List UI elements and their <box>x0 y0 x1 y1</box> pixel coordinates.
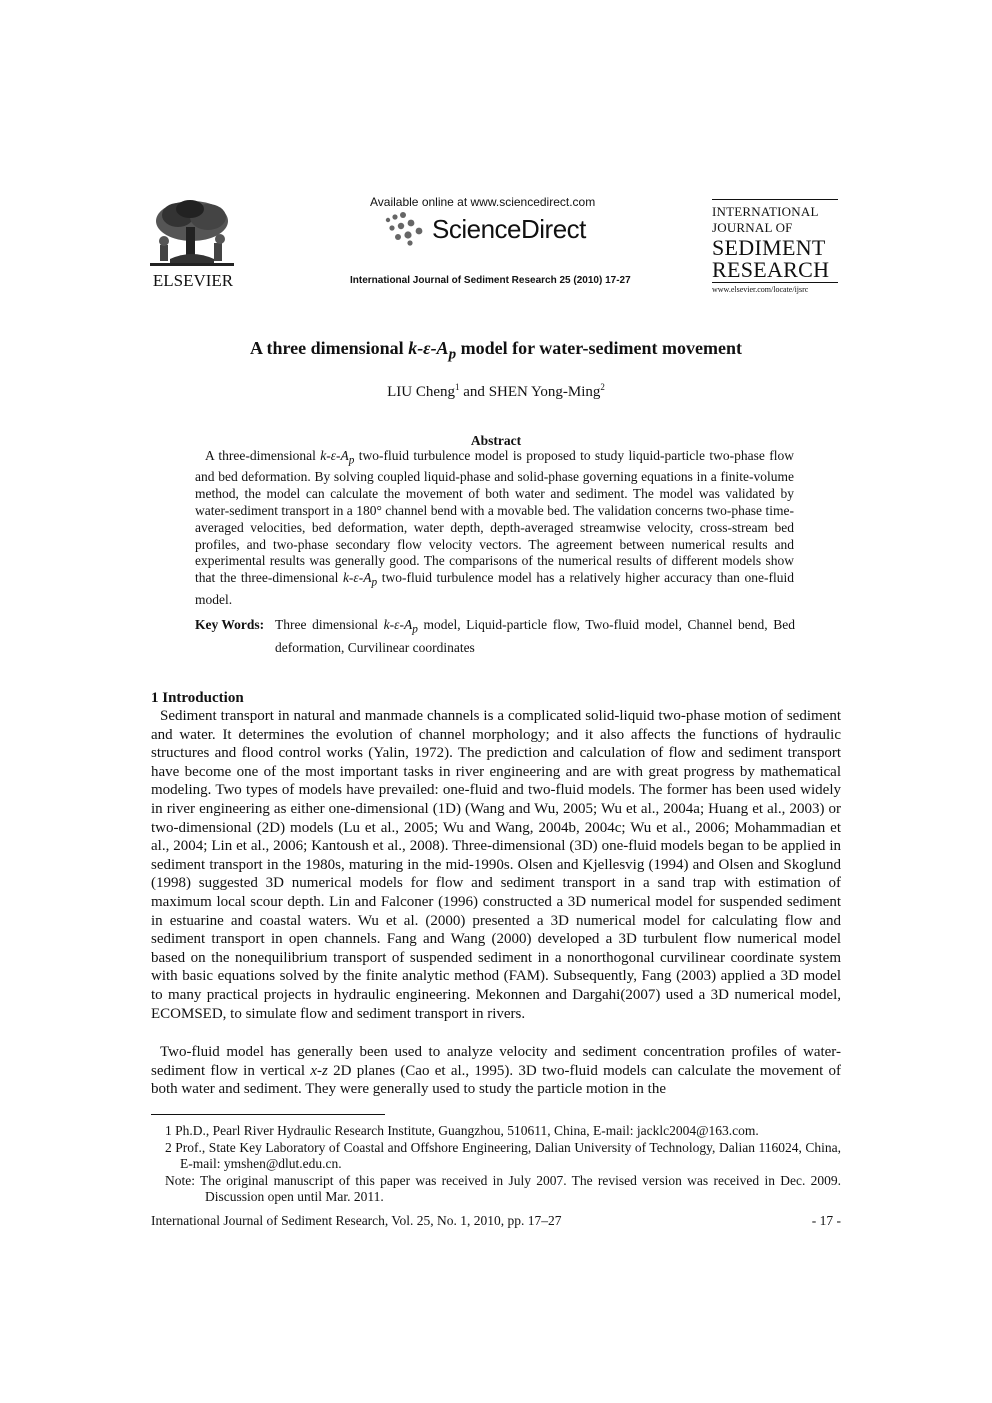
journal-logo <box>712 199 838 299</box>
paper-authors <box>0 377 992 402</box>
journal-logo-rule-top <box>712 199 838 200</box>
journal-logo-rule-bottom <box>712 282 838 283</box>
journal-logo-line1: INTERNATIONAL <box>712 204 819 219</box>
journal-logo-line3: SEDIMENT <box>712 235 826 260</box>
sciencedirect-wordmark: ScienceDirect <box>432 214 586 244</box>
title-suffix: model for water-sediment movement <box>456 338 742 358</box>
footnote-divider <box>151 1114 385 1115</box>
intro-paragraph-2: Two-fluid model has generally been used to analyze velocity and sediment concentration profiles of water-sediment flow in vertical x-z 2D planes (Cao et al., 1995). 3D two-fluid models can calculate the movement of both water and sediment. They were generally used to study the particle motion in the <box>151 1044 841 1098</box>
journal-logo-line2: JOURNAL OF <box>712 220 793 235</box>
title-prefix: A three dimensional <box>250 338 409 358</box>
author-2-affiliation: 2 <box>600 382 605 392</box>
footnote-note: Note: The original manuscript of this paper was received in July 2007. The revised version was received in Dec. 2009. Discussion open until Mar. 2011. <box>165 1173 841 1205</box>
abstract-heading: Abstract <box>470 433 522 448</box>
author-2: SHEN Yong-Ming <box>488 384 601 400</box>
sciencedirect-dots-icon <box>384 212 430 246</box>
keywords-label: Key Words: <box>195 617 265 632</box>
title-model: $k-\varepsilon-A_p$ <box>408 338 457 363</box>
journal-logo-line4: RESEARCH <box>712 257 830 282</box>
keywords-text: Three dimensional $k-\varepsilon-A_p$ model, Liquid-particle flow, Two-fluid model, Channel bend, Bed deformation, Curvilinear coordinates <box>275 617 795 655</box>
footnote-2: 2 Prof., State Key Laboratory of Coastal and Offshore Engineering, Dalian University of Technology, Dalian 116024, China, E-mail: ymshen@dlut.edu.cn. <box>165 1140 841 1172</box>
publisher-logo <box>150 197 236 291</box>
author-separator: and <box>459 384 489 400</box>
footnote-1: 1 Ph.D., Pearl River Hydraulic Research Institute, Guangzhou, 510611, China, E-mail: jacklc2004@163.com. <box>165 1123 759 1138</box>
abstract-text: A three-dimensional $k-\varepsilon-A_p$ two-fluid turbulence model is proposed to study liquid-particle two-phase flow and bed deformation. By solving coupled liquid-phase and solid-phase governing equations in a finite-volume method, the model can calculate the movement of both water and sediment. The model was validated by water-sediment transport in a 180° channel bend with a movable bed. The validation concerns two-phase time-averaged velocities, bed deformation, water depth, depth-averaged streamwise velocity, cross-stream bed profiles, and two-phase secondary flow velocity vectors. The agreement between numerical results and experimental results was generally good. The comparisons of the numerical results of different models show that the three-dimensional $k-\varepsilon-A_p$ two-fluid turbulence model has a relatively higher accuracy than one-fluid model. <box>195 448 794 607</box>
intro-paragraph-1: Sediment transport in natural and manmade channels is a complicated solid-liquid two-phase motion of sediment and water. It determines the evolution of channel morphology; and it also affects the functions of hydraulic structures and flood control works (Yalin, 1972). The prediction and calculation of flow and sediment transport have become one of the most important tasks in river engineering and are with great progress by mathematical modeling. Two types of models have prevailed: one-fluid and two-fluid models. The former has been used widely in river engineering as either one-dimensional (1D) (Wang and Wu, 2005; Wu et al., 2004a; Huang et al., 2003) or two-dimensional (2D) models (Lu et al., 2005; Wu and Wang, 2004b, 2004c; Wu et al., 2006; Mohammadian et al., 2004; Lin et al., 2006; Kantoush et al., 2008). Three-dimensional (3D) one-fluid models began to be applied in sediment transport in the 1980s, maturing in the mid-1990s. Olsen and Kjellesvig (1994) and Olsen and Skoglund (1998) suggested 3D numerical models for flow and sediment transport in a sand trap with estimation of maximum local scour depth. Lin and Falconer (1996) constructed a 3D numerical model for suspended sediment in estuarine and coastal waters. Wu et al. (2000) presented a 3D numerical model for calculating flow and sediment transport in open channels. Fang and Wang (2000) developed a 3D turbulent flow numerical model based on the nonequilibrium transport of suspended sediment in a nonorthogonal curvilinear coordinate system with basic equations solved by the finite analytic method (FAM). Subsequently, Fang (2003) applied a 3D model to many practical projects in hydraulic engineering. Mekonnen and Dargahi(2007) used a 3D numerical model, ECOMSED, to simulate flow and sediment transport in rivers. <box>151 708 841 1022</box>
available-online-link[interactable]: Available online at www.sciencedirect.com <box>370 195 596 209</box>
sciencedirect-header <box>340 194 660 294</box>
section-heading-introduction: 1 Introduction <box>151 690 244 706</box>
elsevier-wordmark: ELSEVIER <box>152 271 234 290</box>
paper-title <box>0 337 992 366</box>
journal-citation: International Journal of Sediment Research 25 (2010) 17-27 <box>350 275 631 286</box>
elsevier-tree-icon <box>150 197 234 269</box>
footer-citation: International Journal of Sediment Research, Vol. 25, No. 1, 2010, pp. 17–27 <box>151 1213 562 1228</box>
page-number: - 17 - <box>811 1213 841 1228</box>
author-1: LIU Cheng <box>387 384 456 400</box>
journal-logo-url[interactable]: www.elsevier.com/locate/ijsrc <box>712 285 809 294</box>
author-1-affiliation: 1 <box>455 382 460 392</box>
